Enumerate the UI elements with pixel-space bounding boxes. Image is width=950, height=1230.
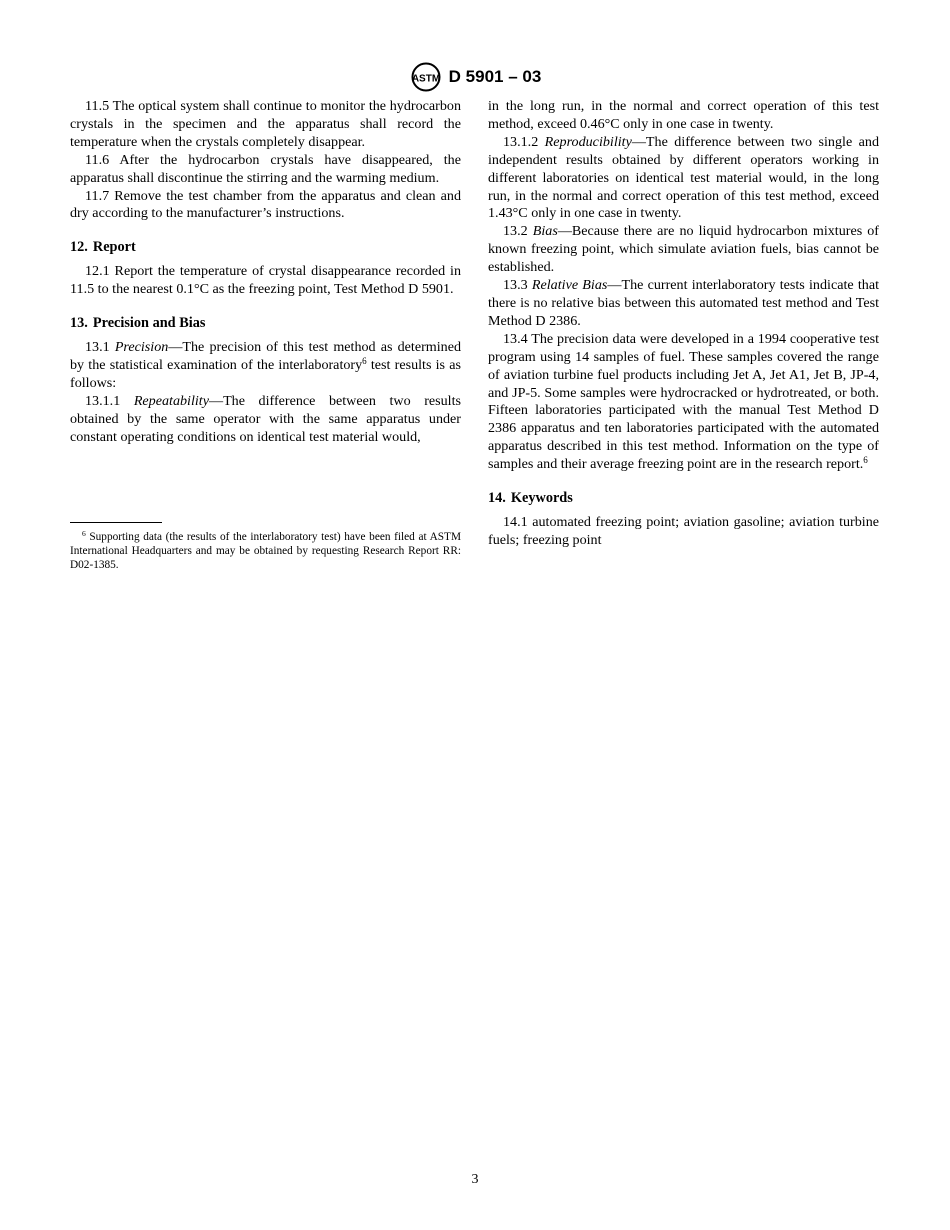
right-column xyxy=(488,98,879,550)
paragraph-11-6: 11.6 After the hydrocarbon crystals have disappeared, the apparatus shall discontinue the stirring and the warming medium. xyxy=(70,151,461,186)
clause-text: —Because there are no liquid hydrocarbon mixtures of known freezing point, which simulate aviation fuels, bias cannot be established. xyxy=(488,223,879,276)
paragraph-13-1-1-continued: in the long run, in the normal and correct operation of this test method, exceed 0.46°C only in one case in twenty. xyxy=(488,98,879,132)
clause-text: —The difference between two results obtained by the same operator with the same apparatus under constant operating conditions on identical test material would, xyxy=(70,392,461,445)
clause-number: 13.1.1 xyxy=(85,392,121,409)
clause-text: —The precision of this test method as determined by the statistical examination of the interlaboratory xyxy=(70,338,461,373)
astm-logo-icon xyxy=(409,62,443,92)
section-heading-precision-bias xyxy=(70,315,461,333)
clause-number: 13.1.2 xyxy=(503,133,539,150)
section-heading-report xyxy=(70,239,461,257)
section-title: Keywords xyxy=(510,490,573,507)
footnote-ref: 6 xyxy=(362,355,367,366)
footnote-ref: 6 xyxy=(863,455,868,466)
left-column xyxy=(70,98,461,446)
footnote-marker: 6 xyxy=(82,529,86,538)
clause-term: Repeatability xyxy=(133,392,209,409)
paragraph-11-5: 11.5 The optical system shall continue to monitor the hydrocarbon crystals in the specimen and the apparatus shall record the temperature when the crystals completely disappear. xyxy=(70,98,461,150)
paragraph-13-4 xyxy=(488,331,879,474)
clause-text: 13.4 The precision data were developed in a 1994 cooperative test program using 14 samples of fuel. These samples covered the range of aviation turbine fuel products including Jet A, Jet A1, Jet B, JP-4, and JP-5. Some samples were hydrocracked or hydrotreated, or both. Fifteen laboratories participated with the manual Test Method D 2386 apparatus and ten laboratories participated with the automated apparatus described in this test method. Information on the type of samples and their average freezing point are in the research report. xyxy=(488,330,879,473)
paragraph-14-1: 14.1 automated freezing point; aviation gasoline; aviation turbine fuels; freezing point xyxy=(488,513,879,548)
paragraph-11-7: 11.7 Remove the test chamber from the apparatus and clean and dry according to the manufacturer’s instructions. xyxy=(70,187,461,222)
footnote-divider xyxy=(70,522,162,523)
clause-text: —The difference between two single and independent results obtained by different operators working in different laboratories on identical test material would, in the long run, in the normal and correct operation of this test method, exceed 1.43°C only in one case in twenty. xyxy=(488,133,879,222)
page-header xyxy=(0,62,950,92)
paragraph-13-1 xyxy=(70,339,461,393)
clause-term: Reproducibility xyxy=(544,133,632,150)
section-number: 13. xyxy=(70,315,88,332)
section-heading-keywords xyxy=(488,490,879,508)
paragraph-13-2 xyxy=(488,223,879,277)
paragraph-13-3 xyxy=(488,277,879,331)
section-title: Report xyxy=(92,239,136,256)
clause-number: 13.2 xyxy=(503,223,528,240)
clause-term: Precision xyxy=(114,338,169,355)
document-id: D 5901 – 03 xyxy=(448,67,542,86)
astm-logo-text: ASTM xyxy=(411,73,440,85)
paragraph-13-1-1 xyxy=(70,393,461,447)
clause-term: Bias xyxy=(532,223,558,240)
clause-term: Relative Bias xyxy=(531,277,608,294)
clause-text: —The current interlaboratory tests indicate that there is no relative bias between this automated test method and Test Method D 2386. xyxy=(488,277,879,329)
paragraph-13-1-2 xyxy=(488,134,879,224)
footnote-6 xyxy=(70,530,461,572)
paragraph-12-1: 12.1 Report the temperature of crystal disappearance recorded in 11.5 to the nearest 0.1°C as the freezing point, Test Method D 5901. xyxy=(70,263,461,298)
clause-number: 13.3 xyxy=(503,277,528,294)
footnote-text: Supporting data (the results of the interlaboratory test) have been filed at ASTM International Headquarters and may be obtained by requesting Research Report RR: D02-1385. xyxy=(70,531,461,571)
section-number: 12. xyxy=(70,239,88,256)
section-title: Precision and Bias xyxy=(92,315,206,332)
section-number: 14. xyxy=(488,490,506,507)
clause-text-tail: test results is as follows: xyxy=(70,356,461,391)
clause-number: 13.1 xyxy=(85,338,110,355)
page-number: 3 xyxy=(471,1172,479,1187)
